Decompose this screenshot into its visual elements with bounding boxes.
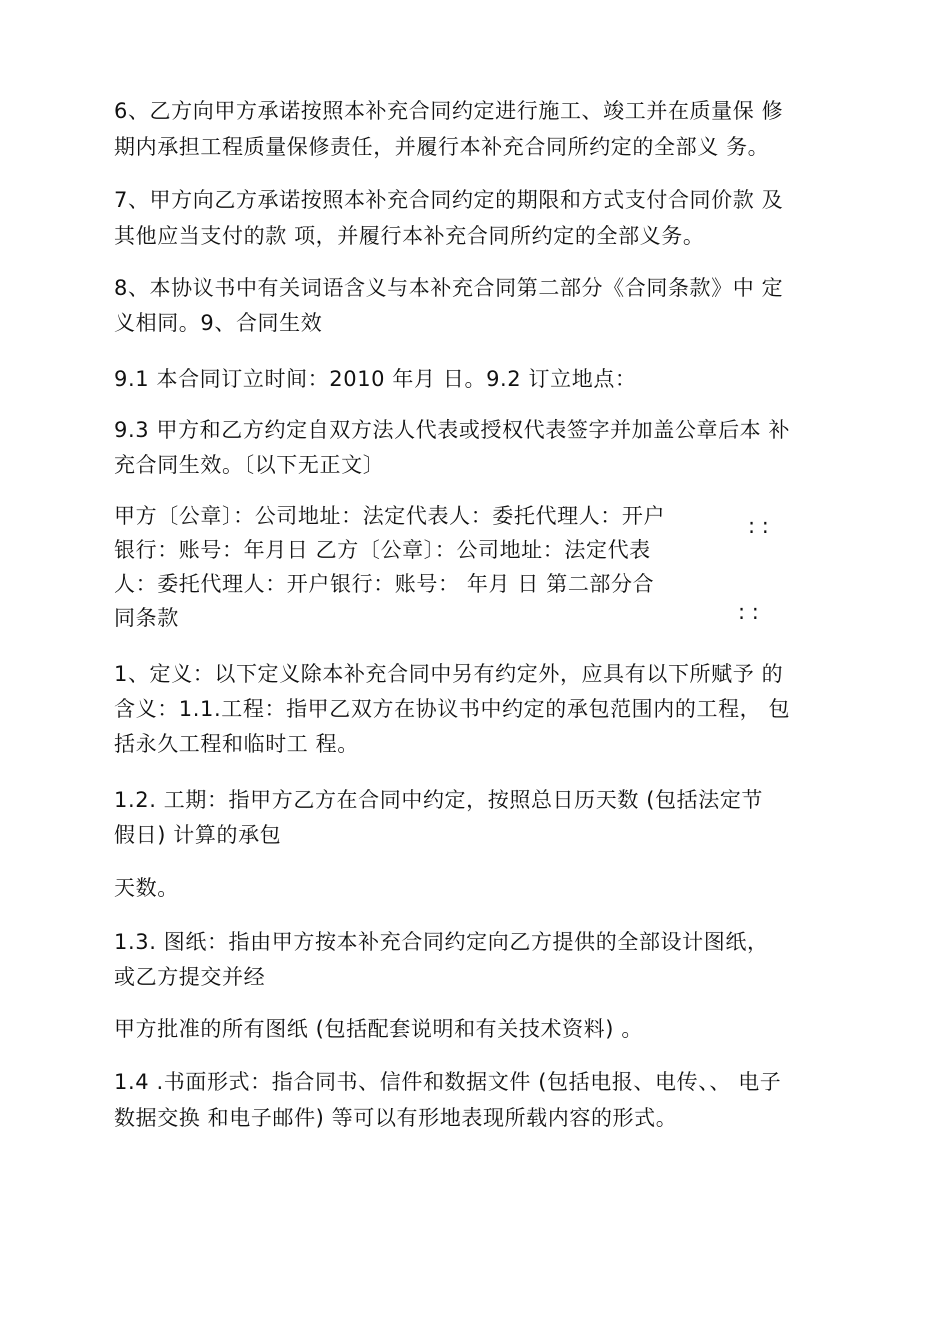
paragraph-6-line-2: 期内承担工程质量保修责任，并履行本补充合同所约定的全部义 务。 <box>114 135 770 159</box>
definition-1-4-line-2: 数据交换 和电子邮件) 等可以有形地表现所载内容的形式。 <box>114 1106 678 1130</box>
paragraph-7-line-2: 其他应当支付的款 项，并履行本补充合同所约定的全部义务。 <box>114 224 705 248</box>
side-colon-mark-1: : : <box>748 514 769 538</box>
definition-1-3-line-1: 1.3. 图纸：指由甲方按本补充合同约定向乙方提供的全部设计图纸， <box>114 930 769 954</box>
signature-block-line-1: 甲方〔公章〕：公司地址：法定代表人：委托代理人：开户 <box>114 504 666 528</box>
paragraph-9-3-line-2: 充合同生效。〔以下无正文〕 <box>114 453 385 477</box>
definition-1-2-line-3: 天数。 <box>114 876 179 900</box>
side-colon-mark-2: : : <box>738 600 759 624</box>
definition-1-3-line-2: 或乙方提交并经 <box>114 965 266 989</box>
definition-1-2-line-2: 假日) 计算的承包 <box>114 823 282 847</box>
definition-1-line-3: 括永久工程和临时工 程。 <box>114 732 359 756</box>
definition-1-3-line-3: 甲方批准的所有图纸 (包括配套说明和有关技术资料) 。 <box>114 1017 643 1041</box>
paragraph-7-line-1: 7、甲方向乙方承诺按照本补充合同约定的期限和方式支付合同价款 及 <box>114 188 784 212</box>
signature-block-line-4: 同条款 <box>114 606 179 630</box>
definition-1-line-2: 含义：1.1.工程：指甲乙双方在协议书中约定的承包范围内的工程， 包 <box>114 697 791 721</box>
paragraph-9-3-line-1: 9.3 甲方和乙方约定自双方法人代表或授权代表签字并加盖公章后本 补 <box>114 418 791 442</box>
paragraph-8-line-2: 义相同。9、合同生效 <box>114 311 323 335</box>
signature-block-line-2: 银行：账号：年月日 乙方〔公章〕：公司地址：法定代表 <box>114 538 651 562</box>
paragraph-8-line-1: 8、本协议书中有关词语含义与本补充合同第二部分《合同条款》中 定 <box>114 276 784 300</box>
signature-block-line-3: 人：委托代理人：开户银行：账号： 年月 日 第二部分合 <box>114 572 655 596</box>
paragraph-6-line-1: 6、乙方向甲方承诺按照本补充合同约定进行施工、竣工并在质量保 修 <box>114 99 784 123</box>
definition-1-2-line-1: 1.2. 工期：指甲方乙方在合同中约定，按照总日历天数 (包括法定节 <box>114 788 764 812</box>
paragraph-9-1: 9.1 本合同订立时间：2010 年月 日。9.2 订立地点： <box>114 367 637 391</box>
definition-1-4-line-1: 1.4 .书面形式：指合同书、信件和数据文件 (包括电报、电传、、 电子 <box>114 1070 782 1094</box>
definition-1-line-1: 1、定义：以下定义除本补充合同中另有约定外，应具有以下所赋予 的 <box>114 662 784 686</box>
